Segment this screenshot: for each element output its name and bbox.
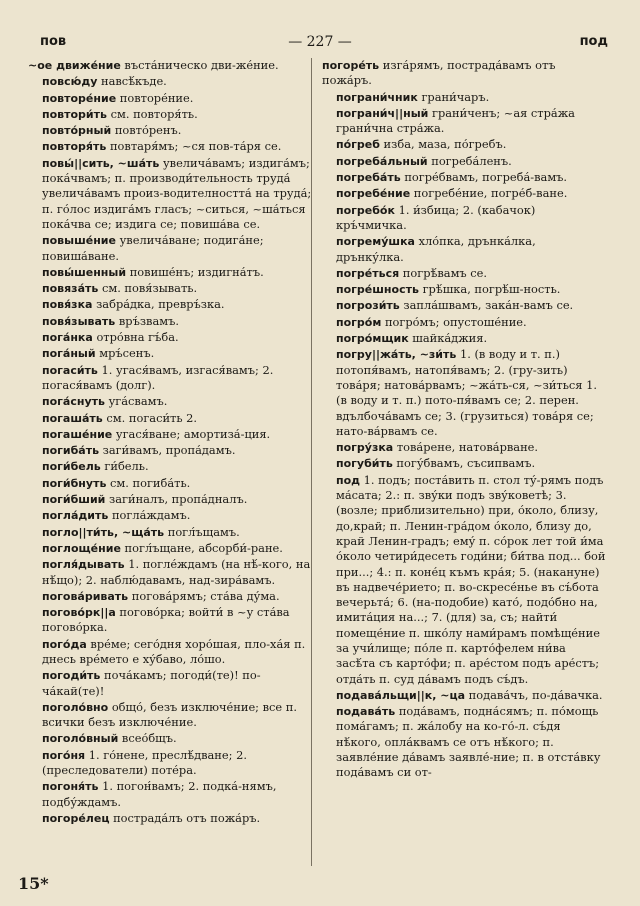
- dictionary-entry: [28, 508, 313, 523]
- headword: повторя́ть: [42, 140, 107, 154]
- dictionary-entry: [322, 106, 607, 137]
- headword: погово́рк||а: [42, 606, 116, 620]
- definition: запла́швамъ, зака́н-вамъ се.: [403, 298, 574, 313]
- dictionary-entry: [28, 605, 313, 636]
- dictionary-entry: [28, 411, 313, 426]
- dictionary-entry: [322, 315, 607, 330]
- definition: всео́бщъ.: [121, 731, 177, 746]
- headword: погло||ти́ть, ~ща́ть: [42, 525, 165, 539]
- definition: хло́пка, дрънка́лка, дрънку́лка.: [336, 234, 536, 264]
- headword: погру́зка: [336, 441, 394, 455]
- definition: см. погаси́ть 2.: [106, 410, 198, 425]
- headword: погова́ривать: [42, 589, 129, 603]
- headword: подава́льщи||к, ~ца: [336, 688, 466, 702]
- dictionary-entry: [322, 688, 607, 703]
- dictionary-entry: [322, 186, 607, 201]
- headword: пограни́ч||ный: [336, 106, 429, 120]
- column-divider: [311, 58, 312, 866]
- dictionary-entry: [28, 525, 313, 540]
- dictionary-entry: [28, 297, 313, 312]
- definition: погреба́ленъ.: [431, 153, 512, 168]
- dictionary-entry: [28, 668, 313, 699]
- dictionary-entry: [28, 459, 313, 474]
- headword: пого́ня: [42, 748, 86, 762]
- definition: пострада́лъ отъ пожа́ръ.: [113, 810, 261, 825]
- dictionary-entry: [322, 440, 607, 455]
- dictionary-entry: [28, 346, 313, 361]
- headword: поголо́вный: [42, 732, 119, 746]
- definition: изба, маза, по́гребъ.: [383, 137, 507, 152]
- headword: погаша́ть: [42, 411, 103, 425]
- dictionary-entry: [322, 473, 607, 687]
- definition: вре́ме; сего́дня хоро́шая, пло-ха́я п. днесь вре́мето е ху́баво, ло́шо.: [42, 636, 306, 666]
- dictionary-entry: [28, 492, 313, 507]
- headword: повя́зывать: [42, 314, 116, 328]
- headword: пого́да: [42, 637, 87, 651]
- headword: погоня́ть: [42, 780, 99, 794]
- definition: уга́свамъ.: [108, 394, 168, 409]
- dictionary-entry: [28, 58, 313, 73]
- definition: шайка́джия.: [412, 331, 488, 346]
- dictionary-entry: [28, 476, 313, 491]
- dictionary-entry: [322, 266, 607, 281]
- definition: погу́бвамъ, съсипвамъ.: [396, 456, 536, 471]
- dictionary-entry: [28, 557, 313, 588]
- definition: погова́рямъ; ста́ва ду́ма.: [131, 588, 280, 603]
- dictionary-entry: [322, 137, 607, 152]
- definition: забра́дка, превръ́зка.: [96, 297, 225, 312]
- right-column: [322, 58, 607, 782]
- dictionary-entry: [28, 281, 313, 296]
- dictionary-entry: [322, 234, 607, 265]
- dictionary-entry: [28, 265, 313, 280]
- running-head-right: под: [579, 34, 608, 49]
- headword: погро́м: [336, 315, 382, 329]
- definition: 1. (в воду и т. п.) потопя́вамъ, натопя́вамъ; 2. (гру-зить) това́ря; натова́рвамъ; ~жа́ть-ся, ~зи́ться 1. (в воду и т. п.) пото-пя́вамъ се; 2. перен. вдълбоча́вамъ се; 3. (грузиться) това́ря се; нато-ва́рвамъ се.: [336, 347, 597, 438]
- definition: повише́нъ; издигна́тъ.: [129, 264, 264, 279]
- dictionary-entry: [322, 704, 607, 780]
- headword: погоре́лец: [42, 811, 110, 825]
- headword: погребе́ние: [336, 187, 411, 201]
- headword: погаше́ние: [42, 427, 113, 441]
- dictionary-entry: [28, 637, 313, 668]
- definition: грани́ченъ; ~ая стра́жа грани́чна стра́жа.: [336, 105, 575, 136]
- headword: погля́дывать: [42, 558, 125, 572]
- headword: поглоще́ние: [42, 541, 121, 555]
- headword: погла́дить: [42, 509, 109, 523]
- dictionary-entry: [322, 331, 607, 346]
- dictionary-entry: [28, 139, 313, 154]
- dictionary-entry: [322, 347, 607, 439]
- definition: 1. подъ; поста́вить п. стол ту́-рямъ подъ ма́сата; 2.: п. зву́ки подъ зву́коветѣ; 3. (возле; приблизительно) при, о́коло, близу, до,край; п. Ленин-гра́дом о́коло, близу до, край Ленин-градъ; ему́ п. со́рок лет той и́ма о́коло четири́десеть годи́ни; би́тва под... бой при...; 4.: п. коне́ц къмъ кра́я; 5. (накануне) въ надвече́рието; п. во-скресе́нье въ съ́бота вечерьта́; 6. (на-подобие) като́, подо́бно на, имита́ция на...; 7. (для) за, съ; найти́ помеще́ние п. шко́лу нами́рамъ помѣще́ние за учи́лище; по́ле п. карто́фелем ни́ва засѣ́та съ карто́фи; п. аре́стом подъ аре́стъ; отда́ть п. суд да́вамъ подъ съ́дъ.: [336, 472, 606, 686]
- headword: погоре́ть: [322, 59, 380, 72]
- definition: 1. и́збица; 2. (кабачок) кръ́чмичка.: [336, 202, 536, 232]
- headword: поги́бнуть: [42, 476, 107, 490]
- headword: погро́мщик: [336, 332, 409, 346]
- definition: подава́чъ, по-да́вачка.: [468, 687, 603, 702]
- dictionary-entry: [28, 91, 313, 106]
- headword: по́греб: [336, 138, 380, 152]
- definition: погрѣ́вамъ се.: [402, 265, 488, 280]
- definition: отро́вна гъ́ба.: [96, 330, 179, 345]
- definition: 1. погон́вамъ; 2. подка́-нямъ, подбу́ждамъ.: [42, 779, 277, 809]
- dictionary-entry: [28, 330, 313, 345]
- dictionary-entry: [28, 156, 313, 232]
- definition: увелича́вамъ; издига́мъ; пока́чвамъ; п. производи́тельность труда́ увелича́вамъ произ-водителността́ на труда́; п. го́лос издига́мъ гласъ; ~ситься, ~ша́ться пока́чва се; издига се; повиша́ва се.: [42, 155, 312, 231]
- definition: въста́ническо дви-же́ние.: [124, 58, 279, 72]
- definition: грани́чаръ.: [421, 89, 490, 104]
- definition: погл́ъщане, абсорби́-ране.: [124, 540, 283, 555]
- definition: пода́вамъ, подна́сямъ; п. по́мощь пома́гамъ; п. жа́лобу на ко-го́-л. съ́дя нѣ́кого, опла́квамъ се отъ нѣ́кого; п. заявле́ние да́вамъ заявле́-ние; п. в отста́вку пода́вамъ си от-: [336, 704, 601, 780]
- headword: поголо́вно: [42, 700, 109, 714]
- signature-mark: 15*: [18, 874, 49, 893]
- dictionary-entry: [28, 748, 313, 779]
- headword: повтори́ть: [42, 107, 107, 121]
- headword: погре́ться: [336, 266, 400, 280]
- headword: пога́нка: [42, 331, 93, 345]
- dictionary-entry: [28, 107, 313, 122]
- dictionary-entry: [322, 203, 607, 234]
- headword: повяза́ть: [42, 282, 99, 296]
- headword: погиба́ть: [42, 444, 100, 458]
- dictionary-entry: [28, 541, 313, 556]
- definition: заги́вамъ, пропа́дамъ.: [102, 443, 236, 458]
- headword: поги́бший: [42, 493, 106, 507]
- dictionary-entry: [28, 394, 313, 409]
- dictionary-entry: [28, 700, 313, 731]
- headword: погаси́ть: [42, 363, 98, 377]
- definition: грѣ́шка, погрѣ́ш-ность.: [422, 282, 561, 297]
- dictionary-entry: [322, 298, 607, 313]
- headword: пограни́чник: [336, 90, 418, 104]
- dictionary-entry: [322, 90, 607, 105]
- definition: см. повторя́ть.: [110, 106, 198, 121]
- headword: подава́ть: [336, 705, 396, 719]
- page-number: — 227 —: [288, 34, 352, 50]
- definition: заги́налъ, пропа́дналъ.: [109, 492, 248, 507]
- definition: 1. погле́ждамъ (на нѣ́-кого, на нѣ́що); 2. наблю́давамъ, над-зира́вамъ.: [42, 557, 311, 587]
- running-head-left: пов: [40, 34, 67, 49]
- headword: погоди́ть: [42, 669, 101, 683]
- headword: поги́бель: [42, 460, 101, 474]
- dictionary-entry: [28, 589, 313, 604]
- headword: повы́шенный: [42, 265, 127, 279]
- definition: погла́ждамъ.: [111, 508, 191, 523]
- dictionary-entry: [28, 233, 313, 264]
- definition: навсѣ́къде.: [101, 74, 167, 89]
- dictionary-entry: [28, 731, 313, 746]
- left-column: [28, 58, 313, 827]
- headword: погреба́льный: [336, 154, 428, 168]
- headword: погрози́ть: [336, 299, 400, 313]
- headword: повы́||сить, ~ша́ть: [42, 156, 160, 170]
- definition: погро́мъ; опустоше́ние.: [384, 314, 527, 329]
- dictionary-entry: [322, 58, 607, 89]
- definition: 1. го́нене, преслѣ́дване; 2. (преследователи) поте́ра.: [42, 747, 247, 778]
- headword: повторе́ние: [42, 91, 117, 105]
- definition: см. погиба́ть.: [110, 475, 191, 490]
- definition: това́рене, натова́рване.: [396, 440, 539, 455]
- dictionary-entry: [322, 456, 607, 471]
- definition: погл́ъщамъ.: [167, 524, 240, 539]
- dictionary-entry: [28, 363, 313, 394]
- definition: 1. угася́вамъ, изгася́вамъ; 2. погася́вамъ (долг).: [42, 362, 274, 392]
- headword: под: [336, 473, 361, 487]
- dictionary-entry: [28, 779, 313, 810]
- definition: повторе́ние.: [119, 90, 194, 105]
- dictionary-entry: [322, 170, 607, 185]
- dictionary-entry: [28, 74, 313, 89]
- definition: мръ́сенъ.: [99, 346, 155, 361]
- headword: повто́рный: [42, 124, 112, 138]
- definition: см. повя́зывать.: [101, 281, 198, 296]
- headword: погрему́шка: [336, 235, 415, 249]
- headword: повя́зка: [42, 298, 93, 312]
- definition: погре́бвамъ, погреба́-вамъ.: [404, 170, 568, 185]
- headword: погре́шность: [336, 283, 419, 297]
- definition: връ́звамъ.: [118, 313, 179, 328]
- definition: увелича́ване; подига́не; повиша́ване.: [42, 233, 264, 263]
- definition: повтаря́мъ; ~ся пов-та́ря се.: [109, 139, 282, 154]
- headword: ~ое движе́ние: [28, 59, 121, 72]
- definition: угася́ване; амортиза́-ция.: [115, 426, 271, 441]
- headword: погру||жа́ть, ~зи́ть: [336, 348, 457, 362]
- dictionary-entry: [28, 811, 313, 826]
- definition: поча́камъ; погоди́(те)! по-ча́кай(те)!: [42, 668, 261, 698]
- definition: изга́рямъ, пострада́вамъ отъ пожа́ръ.: [322, 58, 556, 88]
- definition: общо́, безъ изключе́ние; все п. всички безъ изключе́ние.: [42, 699, 298, 730]
- dictionary-entry: [322, 282, 607, 297]
- headword: погуби́ть: [336, 457, 393, 471]
- definition: ги́бель.: [104, 459, 149, 474]
- headword: пога́ный: [42, 347, 96, 361]
- dictionary-entry: [28, 314, 313, 329]
- headword: пога́снуть: [42, 395, 105, 409]
- dictionary-entry: [322, 154, 607, 169]
- headword: повыше́ние: [42, 234, 116, 248]
- headword: погреба́ть: [336, 171, 401, 185]
- dictionary-entry: [28, 123, 313, 138]
- definition: погово́рка; войти́ в ~у ста́ва погово́рка.: [42, 605, 290, 635]
- definition: погребе́ние, погре́б-ване.: [413, 186, 568, 201]
- dictionary-entry: [28, 443, 313, 458]
- headword: погребо́к: [336, 203, 395, 217]
- headword: повсю́ду: [42, 75, 98, 89]
- dictionary-entry: [28, 427, 313, 442]
- definition: повто́ренъ.: [114, 123, 182, 138]
